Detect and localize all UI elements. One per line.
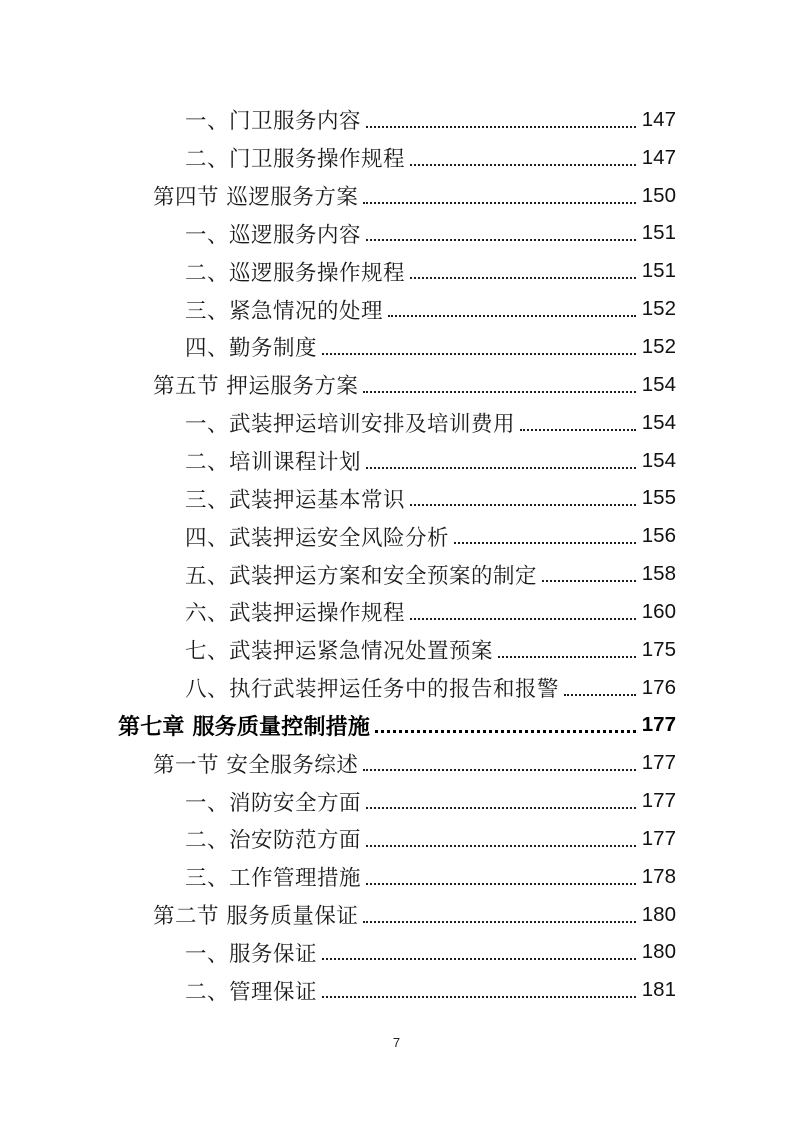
toc-entry-label: 一、门卫服务内容 bbox=[185, 109, 362, 135]
toc-entry-label: 八、执行武装押运任务中的报告和报警 bbox=[185, 677, 560, 703]
dot-leader bbox=[410, 504, 636, 506]
dot-leader bbox=[366, 239, 636, 241]
toc-entry-page-number: 177 bbox=[641, 713, 676, 737]
toc-entry[interactable] bbox=[118, 517, 676, 555]
toc-entry[interactable] bbox=[118, 669, 676, 707]
toc-entry-label: 六、武装押运操作规程 bbox=[185, 601, 406, 627]
dot-leader bbox=[366, 883, 636, 885]
toc-entry[interactable] bbox=[118, 555, 676, 593]
toc-entry-label: 第七章 服务质量控制措施 bbox=[118, 713, 371, 740]
toc-entry-label: 五、武装押运方案和安全预案的制定 bbox=[185, 563, 538, 589]
dot-leader bbox=[322, 996, 636, 998]
toc-entry[interactable] bbox=[118, 177, 676, 215]
dot-leader bbox=[454, 542, 636, 544]
toc-entry[interactable] bbox=[118, 707, 676, 745]
toc-entry[interactable] bbox=[118, 631, 676, 669]
dot-leader bbox=[410, 618, 636, 620]
toc-entry[interactable] bbox=[118, 139, 676, 177]
toc-entry-label: 二、门卫服务操作规程 bbox=[185, 147, 406, 173]
dot-leader bbox=[366, 126, 636, 128]
toc-entry-page-number: 151 bbox=[641, 259, 676, 283]
toc-entry-label: 二、治安防范方面 bbox=[185, 828, 362, 854]
toc-entry-label: 三、武装押运基本常识 bbox=[185, 487, 406, 513]
toc-entry-label: 第一节 安全服务综述 bbox=[153, 752, 359, 778]
toc-entry-page-number: 180 bbox=[641, 902, 676, 926]
toc-entry-page-number: 150 bbox=[641, 183, 676, 207]
dot-leader bbox=[363, 202, 635, 204]
toc-entry[interactable] bbox=[118, 858, 676, 896]
dot-leader bbox=[363, 769, 635, 771]
toc-entry[interactable] bbox=[118, 820, 676, 858]
toc-entry[interactable] bbox=[118, 971, 676, 1009]
toc-entry-page-number: 177 bbox=[641, 826, 676, 850]
dot-leader bbox=[388, 315, 636, 317]
dot-leader bbox=[498, 656, 636, 658]
toc-entry-page-number: 178 bbox=[641, 864, 676, 888]
footer-page-number: 7 bbox=[392, 1035, 401, 1050]
dot-leader bbox=[322, 958, 636, 960]
toc-entry[interactable] bbox=[118, 366, 676, 404]
toc-entry-label: 三、紧急情况的处理 bbox=[185, 298, 384, 324]
toc-entry[interactable] bbox=[118, 744, 676, 782]
toc-entry-label: 第二节 服务质量保证 bbox=[153, 904, 359, 930]
toc-entry-label: 二、管理保证 bbox=[185, 979, 318, 1005]
toc-entry-page-number: 156 bbox=[641, 524, 676, 548]
toc-entry[interactable] bbox=[118, 442, 676, 480]
toc-entry-page-number: 154 bbox=[641, 410, 676, 434]
toc-entry-page-number: 154 bbox=[641, 448, 676, 472]
toc-entry-page-number: 152 bbox=[641, 334, 676, 358]
dot-leader bbox=[363, 921, 635, 923]
toc-entry[interactable] bbox=[118, 934, 676, 972]
toc-entry[interactable] bbox=[118, 328, 676, 366]
toc-entry-page-number: 151 bbox=[641, 221, 676, 245]
table-of-contents bbox=[118, 101, 676, 1009]
dot-leader bbox=[410, 277, 636, 279]
toc-entry[interactable] bbox=[118, 290, 676, 328]
dot-leader bbox=[322, 353, 636, 355]
toc-entry-label: 一、武装押运培训安排及培训费用 bbox=[185, 412, 516, 438]
toc-entry-label: 第四节 巡逻服务方案 bbox=[153, 185, 359, 211]
dot-leader bbox=[564, 694, 636, 696]
toc-entry-page-number: 147 bbox=[641, 107, 676, 131]
toc-entry-label: 七、武装押运紧急情况处置预案 bbox=[185, 639, 494, 665]
dot-leader bbox=[520, 429, 636, 431]
toc-entry-page-number: 180 bbox=[641, 940, 676, 964]
toc-entry-label: 四、武装押运安全风险分析 bbox=[185, 525, 450, 551]
toc-entry-page-number: 176 bbox=[641, 675, 676, 699]
toc-entry[interactable] bbox=[118, 782, 676, 820]
toc-entry-page-number: 181 bbox=[641, 978, 676, 1002]
dot-leader bbox=[366, 845, 636, 847]
dot-leader bbox=[542, 580, 636, 582]
toc-entry-label: 第五节 押运服务方案 bbox=[153, 374, 359, 400]
toc-entry[interactable] bbox=[118, 404, 676, 442]
toc-entry-page-number: 158 bbox=[641, 562, 676, 586]
dot-leader bbox=[366, 807, 636, 809]
toc-entry[interactable] bbox=[118, 101, 676, 139]
toc-entry-page-number: 177 bbox=[641, 789, 676, 813]
toc-entry-page-number: 177 bbox=[641, 751, 676, 775]
toc-entry-label: 四、勤务制度 bbox=[185, 336, 318, 362]
toc-entry[interactable] bbox=[118, 215, 676, 253]
toc-entry-label: 二、巡逻服务操作规程 bbox=[185, 260, 406, 286]
toc-entry-label: 一、服务保证 bbox=[185, 941, 318, 967]
toc-entry[interactable] bbox=[118, 252, 676, 290]
toc-entry-page-number: 152 bbox=[641, 297, 676, 321]
toc-entry[interactable] bbox=[118, 479, 676, 517]
toc-entry-label: 三、工作管理措施 bbox=[185, 866, 362, 892]
dot-leader bbox=[366, 467, 636, 469]
toc-entry-page-number: 154 bbox=[641, 372, 676, 396]
toc-entry[interactable] bbox=[118, 896, 676, 934]
toc-entry[interactable] bbox=[118, 593, 676, 631]
toc-entry-page-number: 175 bbox=[641, 637, 676, 661]
toc-entry-label: 一、消防安全方面 bbox=[185, 790, 362, 816]
toc-entry-page-number: 160 bbox=[641, 599, 676, 623]
dot-leader bbox=[363, 391, 635, 393]
dot-leader bbox=[375, 730, 636, 733]
toc-entry-label: 一、巡逻服务内容 bbox=[185, 222, 362, 248]
toc-entry-page-number: 147 bbox=[641, 145, 676, 169]
dot-leader bbox=[410, 164, 636, 166]
toc-entry-page-number: 155 bbox=[641, 486, 676, 510]
toc-entry-label: 二、培训课程计划 bbox=[185, 450, 362, 476]
